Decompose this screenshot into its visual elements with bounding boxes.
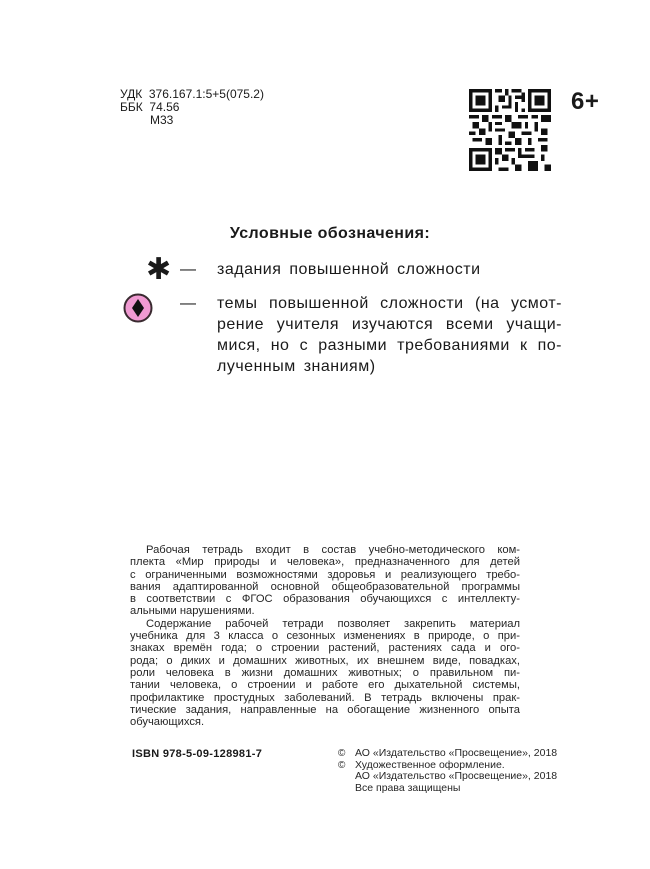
- legend-text: задания повышенной сложности: [217, 261, 481, 278]
- legend-dash: —: [180, 261, 197, 278]
- annotation-paragraphs: [130, 544, 520, 728]
- annotation-line: знаках времён года; о строении растений, растениях сада и ого-: [130, 642, 520, 655]
- annotation-line: Рабочая тетрадь входит в состав учебно-методического ком-: [146, 544, 520, 556]
- annotation-line: учебника для 3 класса о сезонных изменениях в природе, о при-: [130, 630, 520, 643]
- legend-title: Условные обозначения:: [229, 225, 431, 242]
- bbk-line: [120, 101, 264, 114]
- annotation-line: тании человека, о строении и работе его дыхательной системы,: [130, 679, 520, 692]
- author-mark: [120, 114, 264, 127]
- udk-value: 376.167.1:5+5(075.2): [148, 87, 264, 101]
- annotation-line: вания адаптированной основной общеобразовательной программы: [130, 580, 520, 593]
- copyright-text: Художественное оформление.: [355, 758, 505, 771]
- annotation-line: обучающихся.: [130, 716, 205, 729]
- legend-dash: —: [180, 295, 197, 312]
- annotation-line: профилактике простудных заболеваний. В тетрадь включены прак-: [130, 691, 520, 704]
- annotation-line: плекта «Мир природы и человека», предназначенного для детей: [130, 556, 520, 569]
- rights-reserved: [338, 783, 557, 795]
- annotation-line: рода; о диких и домашних животных, их внешнем виде, повадках,: [130, 654, 520, 667]
- author-mark-text: М33: [150, 113, 174, 127]
- annotation-line: в соответствии с ФГОС образования обучающихся с интеллекту-: [130, 593, 520, 606]
- age-rating: 6+: [571, 88, 600, 115]
- copyright-text: АО «Издательство «Просвещение», 2018: [355, 747, 558, 759]
- annotation-line: с ограниченными возможностями здоровья и реализующего требо-: [130, 568, 520, 581]
- legend-text: [217, 293, 562, 377]
- bbk-value: 74.56: [149, 100, 180, 114]
- legend-text-line: мися, но с разными требованиями к по-: [217, 337, 562, 354]
- annotation-line: альными нарушениями.: [130, 605, 255, 618]
- pink-circle-diamond-icon: [123, 293, 153, 323]
- copyright-block: [338, 748, 557, 794]
- copyright-text: АО «Издательство «Просвещение», 2018: [355, 770, 558, 782]
- legend-text-line: темы повышенной сложности (на усмот-: [217, 295, 562, 312]
- annotation-line: тические задания, направленные на обогащение жизненного опыта: [130, 703, 520, 716]
- legend-text-line: лученным знаниям): [217, 358, 376, 375]
- copyright-text: Все права защищены: [355, 781, 461, 794]
- qr-code-icon[interactable]: [469, 89, 551, 171]
- annotation-line: Содержание рабочей тетради позволяет закрепить материал: [146, 617, 520, 630]
- isbn: ISBN 978-5-09-128981-7: [132, 748, 263, 760]
- annotation-line: роли человека в жизни домашних животных; о правильном пи-: [130, 666, 520, 679]
- copyright-icon: ©: [338, 748, 346, 759]
- legend-text-line: рение учителя изучаются всеми учащи-: [217, 316, 562, 333]
- asterisk-icon: ✱: [146, 253, 172, 286]
- copyright-icon: ©: [338, 759, 346, 771]
- bbk-label: ББК: [120, 100, 143, 114]
- udk-label: УДК: [120, 87, 143, 101]
- classification-block: [120, 88, 264, 127]
